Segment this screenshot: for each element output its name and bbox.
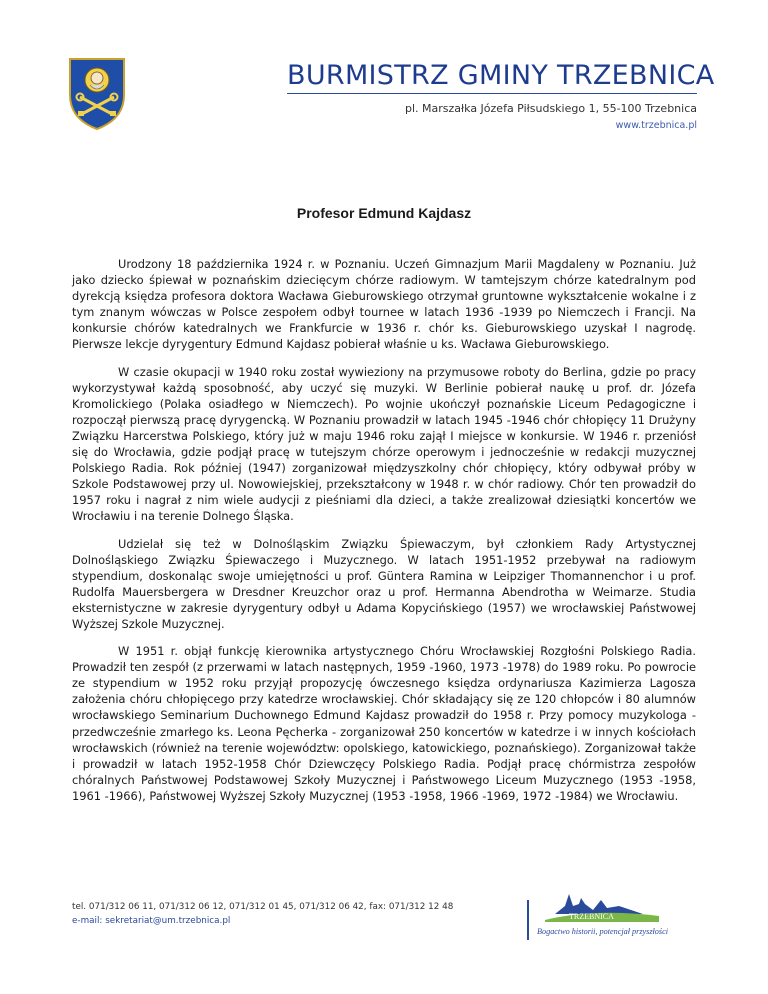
footer-divider — [527, 900, 529, 940]
logo-slogan: Bogactwo historii, potencjał przyszłości — [537, 927, 668, 936]
website-link[interactable]: www.trzebnica.pl — [615, 120, 697, 131]
logo-town-name: TRZEBNICA — [569, 912, 614, 921]
footer-phones: tel. 071/312 06 11, 071/312 06 12, 071/312 01 45, 071/312 06 42, fax: 071/312 12 48 — [72, 902, 454, 912]
header-divider — [287, 93, 697, 94]
org-address: pl. Marszałka Józefa Piłsudskiego 1, 55-100 Trzebnica — [404, 102, 697, 115]
document-title: Profesor Edmund Kajdasz — [296, 205, 472, 221]
document-body — [72, 256, 696, 815]
paragraph: W 1951 r. objął funkcję kierownika artystycznego Chóru Wrocławskiej Rozgłośni Polskiego Radia. Prowadził ten zespół (z przerwami w latach następnych, 1959 -1960, 1973 -1978) do 1989 roku. Po powrocie ze stypendium w 1952 roku przyjął propozycję ówczesnego księdza ordynariusza Kazimierza Lagosza założenia chóru chłopięcego przy katedrze wrocławskiej. Chór składający się ze 120 chłopców i 80 alumnów wrocławskiego Seminarium Duchownego Edmund Kajdasz prowadził do 1958 r. Przy pomocy muzykologa - przedwcześnie zmarłego ks. Leona Pęcherka - zorganizował 250 koncertów w katedrze i w innych kościołach wrocławskich (również na terenie województw: opolskiego, katowickiego, poznańskiego). Zorganizował także i prowadził w latach 1952-1958 Chór Dziewczęcy Polskiego Radia. Podjął pracę chórmistrza zespołów chóralnych Państwowej Podstawowej Szkoły Muzycznej i Państwowego Liceum Muzycznego (1953 -1958, 1961 -1966), Państwowej Wyższej Szkoły Muzycznej (1953 -1958, 1966 -1969, 1972 -1984) we Wrocławiu. — [72, 644, 696, 803]
footer-email[interactable]: e-mail: sekretariat@um.trzebnica.pl — [72, 916, 231, 926]
trzebnica-coat-of-arms-icon — [66, 55, 128, 131]
trzebnica-town-logo — [535, 880, 695, 942]
paragraph: Urodzony 18 października 1924 r. w Poznaniu. Uczeń Gimnazjum Marii Magdaleny w Poznaniu. Już jako dziecko śpiewał w poznańskim dziecięcym chórze radiowym. W tamtejszym chórze katedralnym pod dyrekcją księdza profesora doktora Wacława Gieburowskiego otrzymał gruntowne wykształcenie wokalne i z tym znanym wówczas w Polsce zespołem odbył tournee w latach 1936 -1939 po Niemczech i Francji. Na konkursie chórów katedralnych we Frankfurcie w 1936 r. chór ks. Gieburowskiego uzyskał I nagrodę. Pierwsze lekcje dyrygentury Edmund Kajdasz pobierał właśnie u ks. Wacława Gieburowskiego. — [72, 257, 696, 352]
footer-contact — [72, 900, 453, 928]
org-name: BURMISTRZ GMINY TRZEBNICA — [287, 60, 715, 91]
paragraph: W czasie okupacji w 1940 roku został wywieziony na przymusowe roboty do Berlina, gdzie po pracy wykorzystywał każdą sposobność, aby uczyć się muzyki. W Berlinie pobierał naukę u prof. dr. Józefa Kromolickiego (Polaka osiadłego w Niemczech). Po wojnie ukończył poznańskie Liceum Pedagogiczne i rozpoczął pierwszą pracę dyrygencką. W Poznaniu prowadził w latach 1945 -1946 chór chłopięcy 11 Drużyny Związku Harcerstwa Polskiego, który już w maju 1946 roku zajął I miejsce w konkursie. W 1946 r. przeniósł się do Wrocławia, gdzie podjął pracę w tutejszym chórze operowym i jednocześnie w redakcji muzycznej Polskiego Radia. Rok później (1947) zorganizował międzyszkolny chór chłopięcy, który odbywał próby w Szkole Podstawowej przy ul. Nowowiejskiej, przekształcony w 1948 r. w chór radiowy. Chór ten prowadził do 1957 roku i nagrał z nim wiele audycji z pieśniami dla dzieci, a także zrealizował dziesiątki koncertów we Wrocławiu i na terenie Dolnego Śląska. — [72, 364, 696, 524]
paragraph: Udzielał się też w Dolnośląskim Związku Śpiewaczym, był członkiem Rady Artystycznej Dolnośląskiego Związku Śpiewaczego i Muzycznego. W latach 1951-1952 przebywał na radiowym stypendium, doskonaląc swoje umiejętności u prof. Güntera Ramina w Leipziger Thomannenchor i u prof. Rudolfa Mauersbergera w Dresdner Kreuzchor oraz u prof. Hermanna Abendrotha w Weimarze. Studia eksternistyczne w zakresie dyrygentury odbył u Adama Kopycińskiego (1957) we wrocławskiej Państwowej Wyższej Szkole Muzycznej. — [72, 536, 696, 631]
